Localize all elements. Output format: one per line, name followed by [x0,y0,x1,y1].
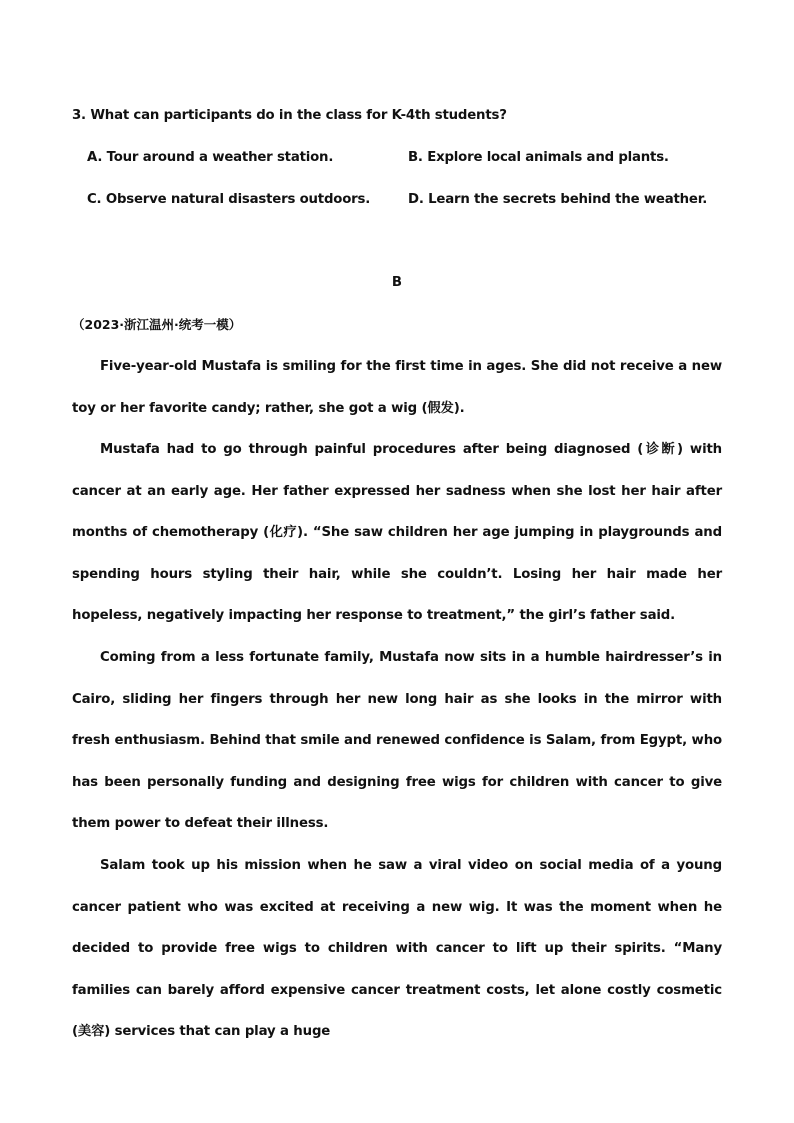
passage-paragraph-3 [72,637,722,845]
passage-paragraph-2 [72,429,722,637]
paragraph-text: Five-year-old Mustafa is smiling for the first time in ages. She did not receive a new toy or her favorite candy; rather, she got a wig (假发). [72,359,722,416]
option-d[interactable]: D. Learn the secrets behind the weather. [408,192,708,207]
option-a[interactable]: A. Tour around a weather station. [87,150,334,165]
option-c[interactable]: C. Observe natural disasters outdoors. [87,192,371,207]
question-stem: 3. What can participants do in the class for K-4th students? [72,108,507,123]
option-b[interactable]: B. Explore local animals and plants. [408,150,669,165]
section-heading: B [391,275,403,290]
paragraph-text: Mustafa had to go through painful procedures after being diagnosed (诊断) with cancer at an early age. Her father expressed her sadness when she lost her hair after months of chemotherapy (化疗). “She saw children her age jumping in playgrounds and spending hours styling their hair, while she couldn’t. Losing her hair made her hopeless, negatively impacting her response to treatment,” the girl’s father said. [72,442,722,624]
passage-paragraph-4 [72,845,722,1053]
paragraph-text: Coming from a less fortunate family, Mustafa now sits in a humble hairdresser’s in Cairo, sliding her fingers through her new long hair as she looks in the mirror with fresh enthusiasm. Behind that smile and renewed confidence is Salam, from Egypt, who has been personally funding and designing free wigs for children with cancer to give them power to defeat their illness. [72,650,722,832]
source-note: （2023·浙江温州·统考一模） [72,317,242,332]
paragraph-text: Salam took up his mission when he saw a viral video on social media of a young cancer patient who was excited at receiving a new wig. It was the moment when he decided to provide free wigs to children with cancer to lift up their spirits. “Many families can barely afford expensive cancer treatment costs, let alone costly cosmetic (美容) services that can play a huge [72,858,722,1040]
passage-paragraph-1 [72,346,722,429]
